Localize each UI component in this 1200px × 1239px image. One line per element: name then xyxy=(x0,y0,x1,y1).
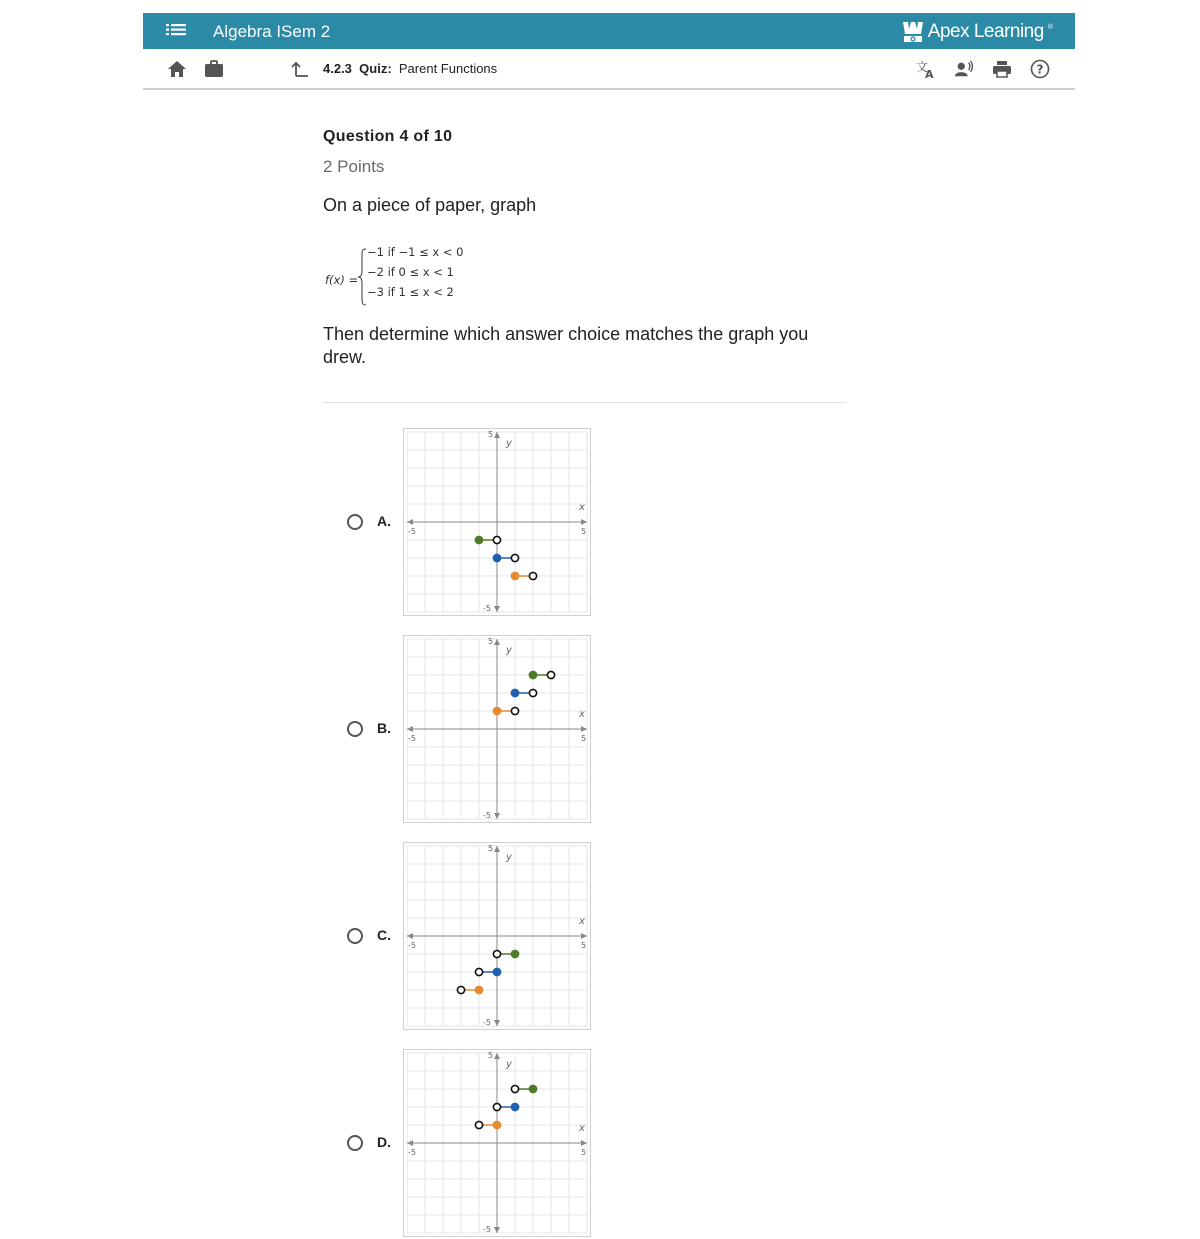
answer-radio[interactable] xyxy=(347,1135,363,1151)
answer-choice[interactable] xyxy=(323,428,846,618)
course-title: Algebra ISem 2 xyxy=(213,22,331,41)
formula-case-2: −2 if 0 ≤ x < 1 xyxy=(367,265,454,279)
activity-type: Quiz: xyxy=(359,61,392,76)
answer-radio[interactable] xyxy=(347,928,363,944)
brand-logo xyxy=(902,20,1053,44)
closed-point-green xyxy=(529,1085,536,1092)
answer-choice[interactable] xyxy=(323,842,846,1032)
print-icon[interactable] xyxy=(992,59,1012,79)
sub-toolbar xyxy=(143,49,1075,90)
open-point-orange xyxy=(511,707,518,714)
x-axis-label: x xyxy=(579,502,585,513)
open-point-blue xyxy=(475,968,482,975)
help-icon[interactable] xyxy=(1030,59,1050,79)
svg-text:A: A xyxy=(925,68,934,79)
choice-letter: D. xyxy=(377,1134,391,1150)
closed-point-blue xyxy=(493,554,500,561)
answer-radio[interactable] xyxy=(347,514,363,530)
open-point-blue xyxy=(529,689,536,696)
x-max-label: 5 xyxy=(581,527,587,536)
x-axis-label: x xyxy=(579,1123,585,1134)
text-to-speech-icon[interactable] xyxy=(954,59,974,79)
activity-title: Parent Functions xyxy=(398,61,498,76)
breadcrumb xyxy=(323,61,497,76)
x-axis-label: x xyxy=(579,709,585,720)
svg-text:文: 文 xyxy=(916,60,929,74)
y-min-label: -5 xyxy=(483,811,491,820)
open-point-green xyxy=(547,671,554,678)
apex-app xyxy=(143,13,1075,1234)
open-point-green xyxy=(493,536,500,543)
choice-letter: C. xyxy=(377,927,391,943)
x-max-label: 5 xyxy=(581,941,587,950)
x-min-label: -5 xyxy=(408,527,416,536)
svg-text:?: ? xyxy=(1036,62,1044,77)
question-instruction: Then determine which answer choice matches the graph you drew. xyxy=(323,324,809,367)
formula-lhs: f(x) = xyxy=(325,273,359,287)
formula-case-3: −3 if 1 ≤ x < 2 xyxy=(367,285,454,299)
y-max-label: 5 xyxy=(488,1051,494,1060)
curly-brace xyxy=(357,247,367,307)
choice-graph xyxy=(403,1049,591,1237)
open-point-orange xyxy=(475,1121,482,1128)
question-points: 2 Points xyxy=(323,157,385,176)
up-arrow-icon[interactable] xyxy=(290,59,310,79)
open-point-blue xyxy=(511,554,518,561)
question-number: Question 4 of 10 xyxy=(323,128,453,145)
closed-point-blue xyxy=(493,968,500,975)
closed-point-green xyxy=(475,536,482,543)
briefcase-icon[interactable] xyxy=(204,59,224,79)
y-max-label: 5 xyxy=(488,637,494,646)
answer-radio[interactable] xyxy=(347,721,363,737)
open-point-blue xyxy=(493,1103,500,1110)
formula-case-1: −1 if −1 ≤ x < 0 xyxy=(367,245,464,259)
y-max-label: 5 xyxy=(488,844,494,853)
y-axis-label: y xyxy=(506,1059,512,1070)
list-menu-icon[interactable] xyxy=(166,23,186,39)
x-axis-label: x xyxy=(579,916,585,927)
y-min-label: -5 xyxy=(483,1018,491,1027)
y-min-label: -5 xyxy=(483,604,491,613)
top-bar xyxy=(143,13,1075,49)
brand-trademark: ® xyxy=(1047,24,1053,31)
choice-graph xyxy=(403,428,591,616)
y-min-label: -5 xyxy=(483,1225,491,1234)
x-min-label: -5 xyxy=(408,941,416,950)
y-axis-label: y xyxy=(506,645,512,656)
answer-choice[interactable] xyxy=(323,635,846,825)
choice-graph xyxy=(403,635,591,823)
closed-point-orange xyxy=(493,707,500,714)
closed-point-orange xyxy=(493,1121,500,1128)
x-max-label: 5 xyxy=(581,734,587,743)
answer-choice[interactable] xyxy=(323,1049,846,1239)
open-point-orange xyxy=(457,986,464,993)
y-axis-label: y xyxy=(506,438,512,449)
closed-point-blue xyxy=(511,1103,518,1110)
y-max-label: 5 xyxy=(488,430,494,439)
x-max-label: 5 xyxy=(581,1148,587,1157)
choice-letter: B. xyxy=(377,720,391,736)
choice-graph xyxy=(403,842,591,1030)
x-min-label: -5 xyxy=(408,1148,416,1157)
closed-point-blue xyxy=(511,689,518,696)
closed-point-green xyxy=(529,671,536,678)
choice-letter: A. xyxy=(377,513,391,529)
divider xyxy=(323,402,846,403)
activity-number: 4.2.3 xyxy=(323,61,352,76)
closed-point-orange xyxy=(511,572,518,579)
apex-logo-icon xyxy=(902,20,924,44)
x-min-label: -5 xyxy=(408,734,416,743)
translate-icon[interactable] xyxy=(916,59,936,79)
question-prompt: On a piece of paper, graph xyxy=(323,195,537,215)
open-point-green xyxy=(511,1085,518,1092)
closed-point-orange xyxy=(475,986,482,993)
open-point-orange xyxy=(529,572,536,579)
open-point-green xyxy=(493,950,500,957)
y-axis-label: y xyxy=(506,852,512,863)
piecewise-formula xyxy=(323,243,523,313)
brand-name: Apex Learning xyxy=(927,21,1044,42)
home-icon[interactable] xyxy=(167,59,187,79)
closed-point-green xyxy=(511,950,518,957)
